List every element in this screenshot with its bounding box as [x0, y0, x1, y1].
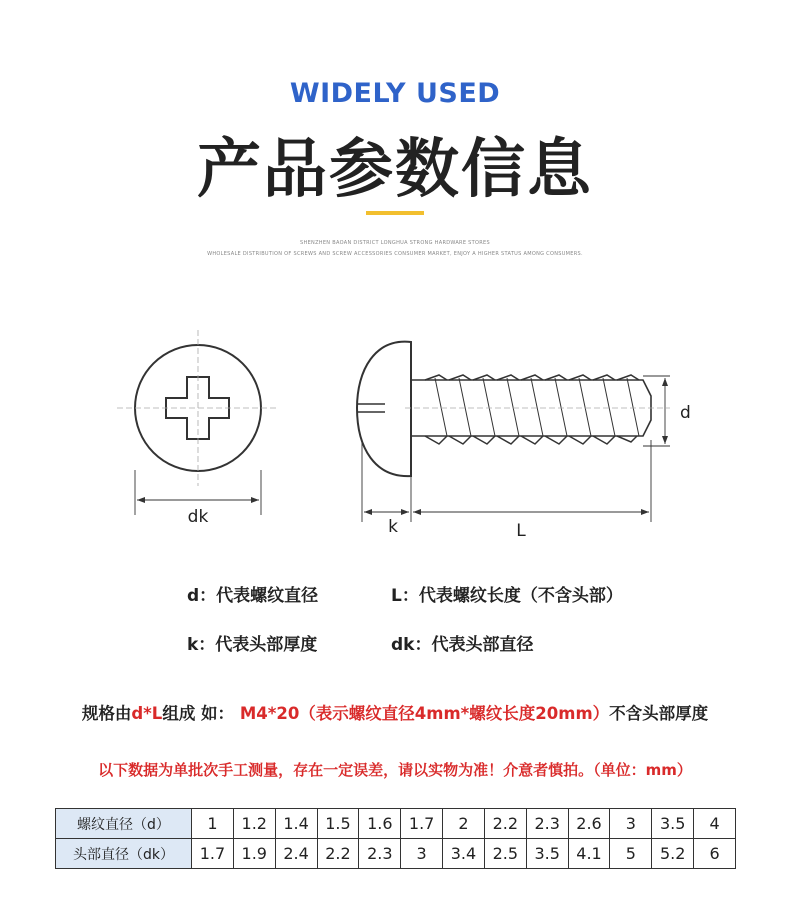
- spec-example: M4*20（表示螺纹直径4mm*螺纹长度20mm）: [239, 704, 610, 723]
- table-cell: 2.3: [359, 839, 401, 869]
- table-cell: 2.3: [526, 809, 568, 839]
- table-row: [56, 839, 736, 869]
- table-cell: 1.5: [317, 809, 359, 839]
- legend-L: L：代表螺纹长度（不含头部）: [391, 586, 623, 606]
- spec-pattern: d*L: [131, 704, 163, 723]
- table-cell: 1.2: [233, 809, 275, 839]
- table-cell: 2.5: [484, 839, 526, 869]
- legend-d: d：代表螺纹直径: [187, 586, 319, 606]
- row-header: 螺纹直径（d）: [56, 809, 192, 839]
- table-cell: 5: [610, 839, 652, 869]
- table-cell: 1.9: [233, 839, 275, 869]
- table-cell: 4.1: [568, 839, 610, 869]
- fine-print-line-2: WHOLESALE DISTRIBUTION OF SCREWS AND SCREW ACCESSORIES CONSUMER MARKET, ENJOY A HIGHER STATUS AMONG CONSUMERS.: [207, 251, 583, 257]
- eyebrow-title: WIDELY USED: [289, 78, 501, 109]
- table-cell: 3.4: [443, 839, 485, 869]
- L-label: L: [516, 521, 526, 541]
- table-cell: 1.4: [275, 809, 317, 839]
- table-cell: 1: [192, 809, 234, 839]
- table-cell: 4: [694, 809, 736, 839]
- dk-label: dk: [187, 507, 209, 527]
- accent-divider: [366, 211, 424, 215]
- page-title: 产品参数信息: [197, 133, 593, 207]
- screw-dimension-diagram: [95, 300, 695, 550]
- screw-thread: [425, 375, 639, 444]
- table-cell: 3: [610, 809, 652, 839]
- table-cell: 1.7: [401, 809, 443, 839]
- table-cell: 3.5: [652, 809, 694, 839]
- table-cell: 2: [443, 809, 485, 839]
- table-cell: 3.5: [526, 839, 568, 869]
- spec-middle: 组成 如：: [162, 704, 235, 723]
- table-cell: 1.7: [192, 839, 234, 869]
- spec-suffix: 不含头部厚度: [609, 704, 709, 723]
- table-cell: 1.6: [359, 809, 401, 839]
- table-cell: 2.2: [484, 809, 526, 839]
- spec-explanation: [0, 700, 790, 724]
- table-cell: 5.2: [652, 839, 694, 869]
- table-cell: 2.2: [317, 839, 359, 869]
- spec-prefix: 规格由: [81, 704, 132, 723]
- measurement-notice: 以下数据为单批次手工测量，存在一定误差，请以实物为准！介意者慎拍。（单位：mm）: [98, 761, 692, 779]
- row-header: 头部直径（dk）: [56, 839, 192, 869]
- fine-print-line-1: SHENZHEN BAOAN DISTRICT LONGHUA STRONG HARDWARE STORES: [300, 240, 490, 246]
- d-label: d: [680, 403, 691, 423]
- table-cell: 6: [694, 839, 736, 869]
- table-row: [56, 809, 736, 839]
- legend-dk: dk：代表头部直径: [391, 635, 534, 655]
- legend-k: k：代表头部厚度: [187, 635, 318, 655]
- k-label: k: [388, 517, 398, 537]
- table-cell: 2.6: [568, 809, 610, 839]
- spec-table: [55, 808, 736, 869]
- screw-head-side-view: [357, 342, 411, 476]
- table-cell: 3: [401, 839, 443, 869]
- table-cell: 2.4: [275, 839, 317, 869]
